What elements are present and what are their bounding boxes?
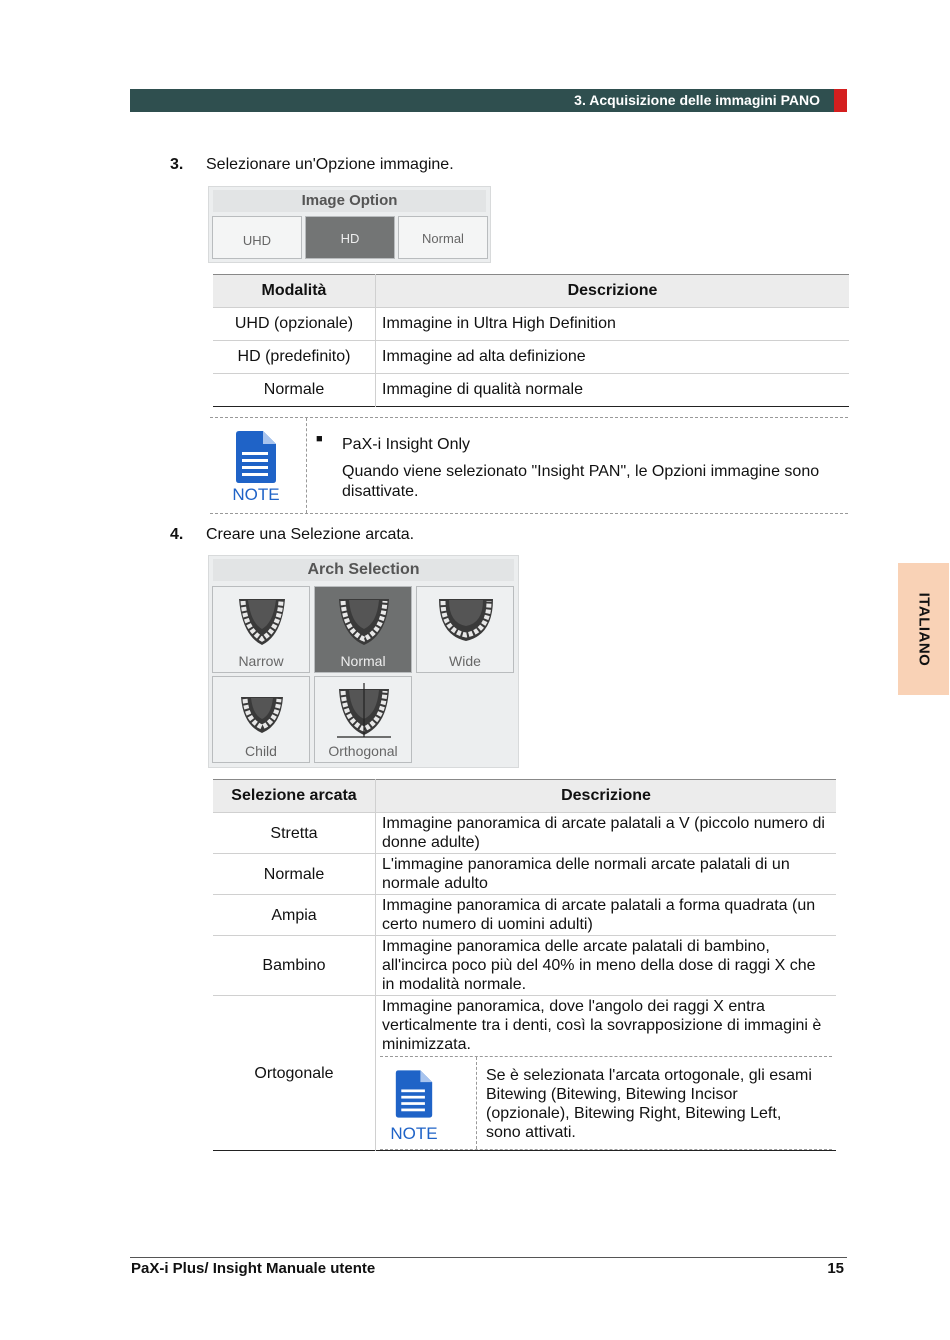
table-header-mode: Modalità <box>213 275 376 308</box>
dental-arch-icon <box>335 683 393 739</box>
note-title: PaX-i Insight Only <box>342 436 471 453</box>
description-cell: Immagine in Ultra High Definition <box>376 308 850 341</box>
language-tab-label: ITALIANO <box>915 592 932 666</box>
step-4-text: Creare una Selezione arcata. <box>206 526 415 543</box>
mode-cell: HD (predefinito) <box>213 341 376 374</box>
table-row <box>213 374 849 407</box>
dental-arch-icon <box>237 595 287 647</box>
table-row <box>213 854 836 895</box>
language-tab-label-wrap <box>898 563 949 695</box>
arch-cell: Stretta <box>213 813 376 854</box>
arch-cell: Bambino <box>213 936 376 996</box>
arch-selection-table <box>213 779 836 1151</box>
arch-label: Orthogonal <box>328 743 398 759</box>
section-title: 3. Acquisizione delle immagini PANO <box>574 92 820 108</box>
description-cell: Immagine panoramica di arcate palatali a forma quadrata (un certo numero di uomini adulti) <box>376 895 837 936</box>
description-cell <box>376 996 837 1151</box>
arch-selection-panel <box>208 555 519 768</box>
description-cell: Immagine di qualità normale <box>376 374 850 407</box>
description-cell: L'immagine panoramica delle normali arcate palatali di un normale adulto <box>376 854 837 895</box>
table-row <box>213 996 836 1151</box>
note-text: Se è selezionata l'arcata ortogonale, gli esami Bitewing (Bitewing, Bitewing Incisor (opzionale), Bitewing Right, Bitewing Left, sono attivati. <box>486 1067 812 1141</box>
description-text: Immagine panoramica, dove l'angolo dei raggi X entra verticalmente tra i denti, così la sovrapposizione di immagini è minimizzata. <box>382 998 822 1053</box>
arch-selection-title: Arch Selection <box>213 559 514 581</box>
note-divider <box>306 418 307 513</box>
arch-label: Narrow <box>238 653 284 669</box>
description-cell: Immagine panoramica di arcate palatali a V (piccolo numero di donne adulte) <box>376 813 837 854</box>
dental-arch-icon <box>437 595 495 645</box>
arch-label: Normal <box>340 653 386 669</box>
arch-cell: Ortogonale <box>213 996 376 1151</box>
arch-cell: Normale <box>213 854 376 895</box>
table-row <box>213 895 836 936</box>
normal-arch-button[interactable] <box>314 586 412 673</box>
note-divider <box>476 1057 477 1149</box>
document-icon <box>394 1068 434 1120</box>
wide-arch-button[interactable] <box>416 586 514 673</box>
table-header-description: Descrizione <box>376 780 837 813</box>
normal-option-button[interactable]: Normal <box>398 216 488 259</box>
document-icon <box>234 430 278 484</box>
note-box <box>210 417 848 514</box>
table-header-arch: Selezione arcata <box>213 780 376 813</box>
note-text: Quando viene selezionato "Insight PAN", le Opzioni immagine sono disattivate. <box>342 463 820 500</box>
uhd-option-button[interactable]: UHD <box>212 216 302 259</box>
table-row <box>213 936 836 996</box>
image-option-title: Image Option <box>213 190 486 212</box>
bullet-icon: ■ <box>316 433 323 445</box>
table-row <box>213 308 849 341</box>
footer-title: PaX-i Plus/ Insight Manuale utente <box>131 1260 376 1277</box>
dental-arch-icon <box>337 595 391 647</box>
footer-divider <box>130 1257 847 1258</box>
arch-label: Wide <box>449 653 481 669</box>
table-row <box>213 341 849 374</box>
description-cell: Immagine panoramica delle arcate palatali di bambino, all'incirca poco più del 40% in meno della dose di raggi X che in modalità normale. <box>376 936 837 996</box>
step-3-number: 3. <box>170 156 184 173</box>
step-3-text: Selezionare un'Opzione immagine. <box>206 156 454 173</box>
hd-option-button[interactable]: HD <box>305 216 395 259</box>
page-number: 15 <box>827 1260 844 1277</box>
orthogonal-arch-button[interactable] <box>314 676 412 763</box>
table-row <box>213 813 836 854</box>
dental-arch-icon <box>239 693 285 737</box>
arch-cell: Ampia <box>213 895 376 936</box>
child-arch-button[interactable] <box>212 676 310 763</box>
narrow-arch-button[interactable] <box>212 586 310 673</box>
image-mode-table <box>213 274 849 407</box>
mode-cell: Normale <box>213 374 376 407</box>
image-option-panel <box>208 186 491 263</box>
description-cell: Immagine ad alta definizione <box>376 341 850 374</box>
mode-cell: UHD (opzionale) <box>213 308 376 341</box>
table-header-description: Descrizione <box>376 275 850 308</box>
header-accent <box>834 89 847 112</box>
note-box <box>380 1056 832 1150</box>
arch-label: Child <box>245 743 277 759</box>
note-label: NOTE <box>390 1124 438 1143</box>
step-4-number: 4. <box>170 526 184 543</box>
note-label: NOTE <box>232 485 280 504</box>
